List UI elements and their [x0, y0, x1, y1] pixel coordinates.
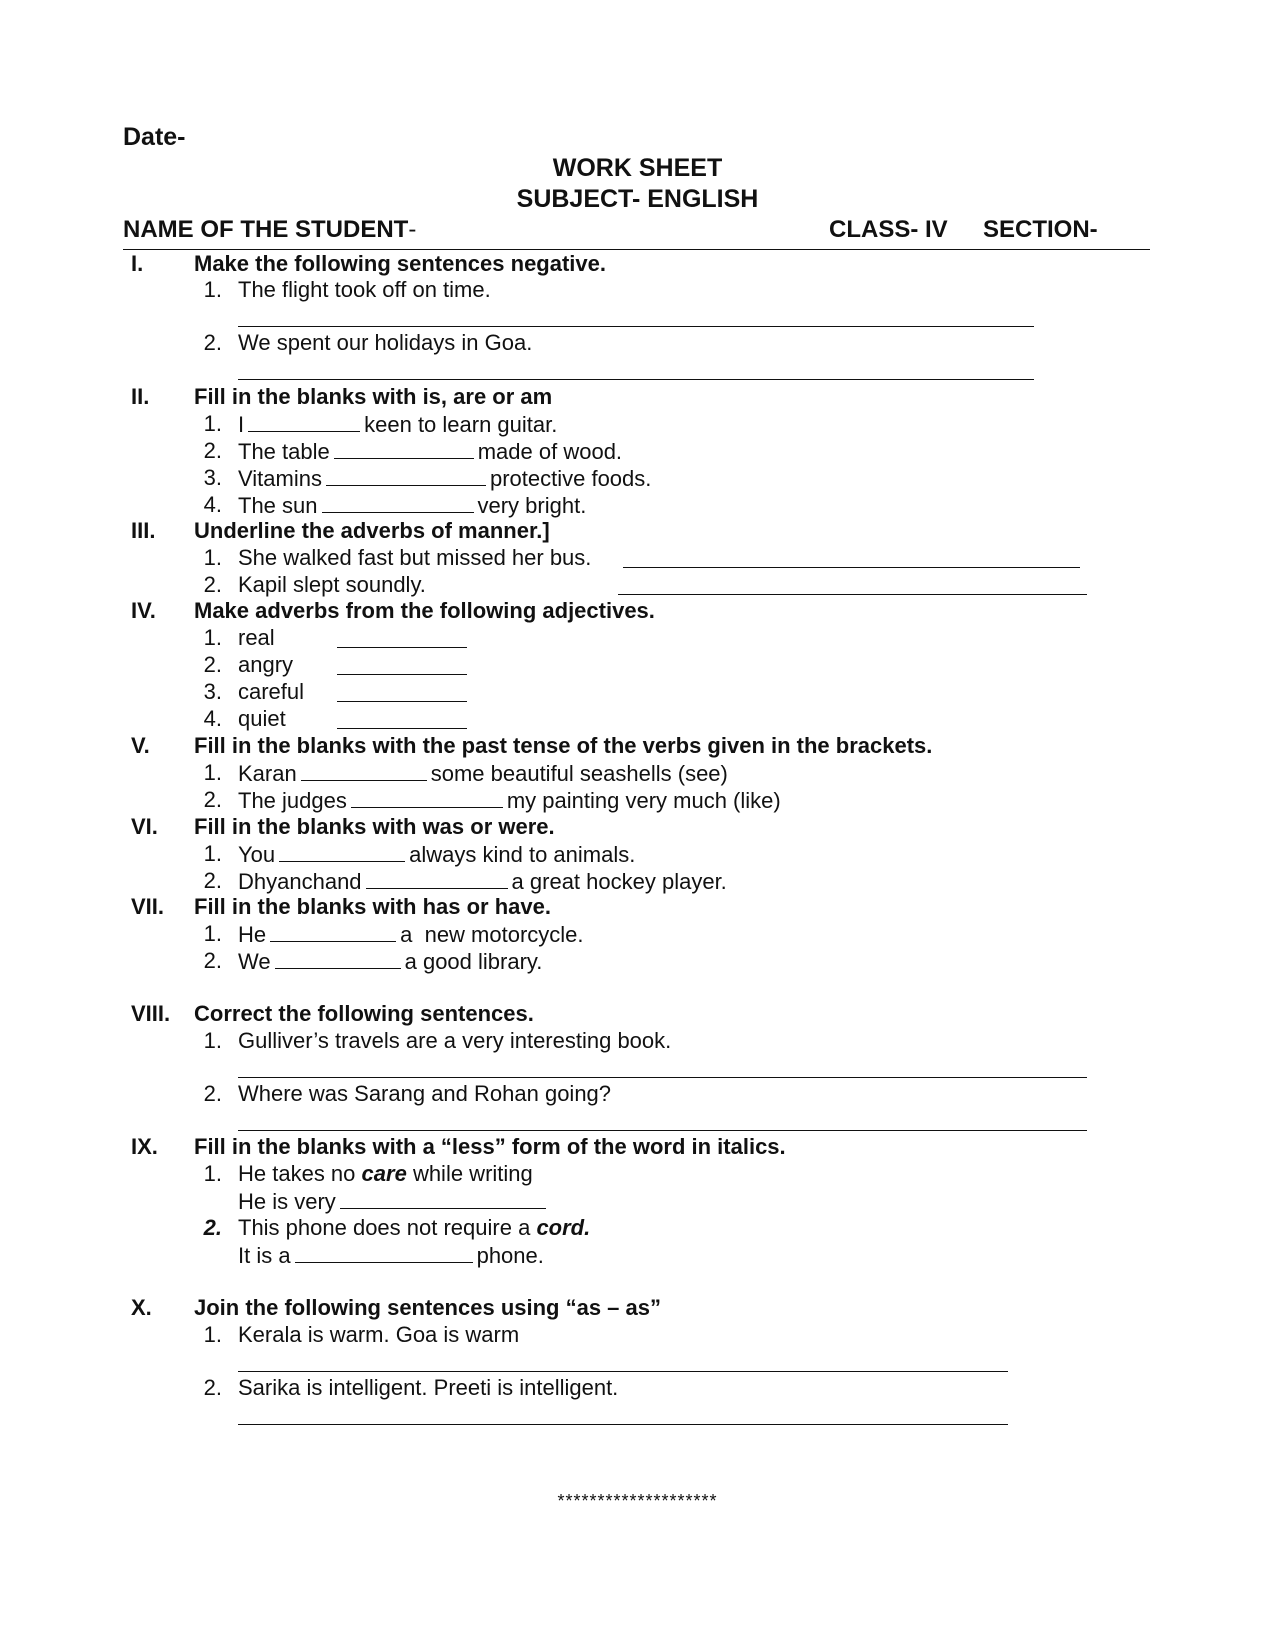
blank-field[interactable]	[351, 787, 503, 808]
italic-keyword: care	[361, 1161, 407, 1186]
student-name-field	[123, 215, 416, 245]
question-text: Vitamins protective foods.	[238, 466, 652, 491]
question-text: We spent our holidays in Goa.	[238, 330, 533, 355]
blank-field[interactable]	[366, 868, 508, 889]
answer-line[interactable]	[238, 1424, 1008, 1425]
question-text: She walked fast but missed her bus.	[238, 545, 592, 570]
class-label: CLASS- IV	[829, 216, 948, 243]
section-title: Fill in the blanks with has or have.	[194, 894, 551, 919]
question-text: He is very	[238, 1188, 550, 1215]
question-number: 2.	[203, 1215, 222, 1240]
section-title: Fill in the blanks with a “less” form of the word in italics.	[194, 1134, 786, 1159]
question-text: I keen to learn guitar.	[238, 412, 558, 437]
blank-field[interactable]	[275, 948, 401, 969]
question-number: 2.	[203, 1081, 222, 1106]
question-number: 2.	[203, 572, 222, 597]
question-text: Gulliver’s travels are a very interesting book.	[238, 1028, 672, 1053]
answer-line[interactable]	[238, 326, 1034, 327]
question-text: quiet	[238, 706, 286, 731]
question-text: The judges my painting very much (like)	[238, 788, 781, 813]
section-number: IX.	[131, 1134, 158, 1159]
question-text: Dhyanchand a great hockey player.	[238, 869, 727, 894]
section-title: Make the following sentences negative.	[194, 251, 606, 276]
question-text: angry	[238, 652, 294, 677]
blank-field[interactable]	[340, 1188, 546, 1209]
answer-line[interactable]	[238, 1077, 1087, 1078]
section-number: IV.	[131, 598, 156, 623]
question-number: 1.	[203, 921, 222, 946]
question-number: 1.	[203, 1161, 222, 1186]
section-number: III.	[131, 518, 156, 543]
section-title: Fill in the blanks with was or were.	[194, 814, 555, 839]
section-title: Fill in the blanks with the past tense of the verbs given in the brackets.	[194, 733, 933, 758]
question-text: It is a phone.	[238, 1243, 544, 1268]
question-number: 2.	[203, 948, 222, 973]
answer-line[interactable]	[337, 674, 467, 675]
question-number: 3.	[203, 679, 222, 704]
question-text: The flight took off on time.	[238, 277, 491, 302]
blank-field[interactable]	[334, 438, 474, 459]
answer-line[interactable]	[238, 379, 1034, 380]
question-text: The table made of wood.	[238, 439, 623, 464]
answer-line[interactable]	[623, 567, 1080, 568]
section-title: Make adverbs from the following adjectives.	[194, 598, 655, 623]
blank-field[interactable]	[295, 1242, 473, 1263]
question-number: 1.	[203, 411, 222, 436]
blank-field[interactable]	[322, 492, 474, 513]
student-name-label: NAME OF THE STUDENT	[123, 216, 409, 243]
blank-field[interactable]	[301, 760, 427, 781]
section-title: Fill in the blanks with is, are or am	[194, 384, 553, 409]
question-number: 1.	[203, 1028, 222, 1053]
question-text: Where was Sarang and Rohan going?	[238, 1081, 612, 1106]
question-number: 2.	[203, 1375, 222, 1400]
question-number: 1.	[203, 625, 222, 650]
answer-line[interactable]	[337, 647, 467, 648]
question-number: 1.	[203, 841, 222, 866]
worksheet-title: WORK SHEET	[552, 154, 723, 182]
section-number: VI.	[131, 814, 158, 839]
section-title: Join the following sentences using “as – as”	[194, 1295, 661, 1320]
question-number: 2.	[203, 868, 222, 893]
blank-field[interactable]	[326, 465, 486, 486]
question-number: 4.	[203, 492, 222, 517]
answer-line[interactable]	[618, 594, 1087, 595]
question-text: You always kind to animals.	[238, 842, 636, 867]
section-number: II.	[131, 384, 150, 409]
italic-keyword: cord.	[536, 1215, 591, 1240]
question-text: This phone does not require a cord.	[238, 1215, 591, 1240]
question-text: Sarika is intelligent. Preeti is intelligent.	[238, 1375, 619, 1400]
question-text: Kapil slept soundly.	[238, 572, 426, 597]
section-title: Underline the adverbs of manner.]	[194, 518, 550, 543]
blank-field[interactable]	[279, 841, 405, 862]
date-label: Date-	[123, 123, 186, 151]
blank-field[interactable]	[248, 411, 360, 432]
student-name-dash: -	[408, 216, 417, 243]
question-number: 2.	[203, 330, 222, 355]
question-number: 3.	[203, 465, 222, 490]
subject-title: SUBJECT- ENGLISH	[516, 185, 759, 213]
blank-field[interactable]	[270, 921, 396, 942]
answer-line[interactable]	[238, 1371, 1008, 1372]
question-number: 2.	[203, 652, 222, 677]
question-number: 2.	[203, 787, 222, 812]
question-number: 2.	[203, 438, 222, 463]
header-divider	[123, 249, 1150, 250]
footer-stars: ********************	[557, 1491, 718, 1511]
section-number: I.	[131, 251, 144, 276]
question-text: The sun very bright.	[238, 493, 587, 518]
section-number: V.	[131, 733, 150, 758]
question-text: Kerala is warm. Goa is warm	[238, 1322, 520, 1347]
section-title: Correct the following sentences.	[194, 1001, 534, 1026]
question-text: real	[238, 625, 275, 650]
question-number: 1.	[203, 760, 222, 785]
answer-line[interactable]	[337, 701, 467, 702]
question-number: 1.	[203, 545, 222, 570]
question-text: careful	[238, 679, 305, 704]
question-text: He a new motorcycle.	[238, 922, 584, 947]
answer-line[interactable]	[337, 728, 467, 729]
section-number: X.	[131, 1295, 152, 1320]
question-text: He takes no care while writing	[238, 1161, 533, 1186]
question-number: 1.	[203, 277, 222, 302]
question-number: 4.	[203, 706, 222, 731]
question-number: 1.	[203, 1322, 222, 1347]
section-number: VII.	[131, 894, 165, 919]
section-number: VIII.	[131, 1001, 171, 1026]
answer-line[interactable]	[238, 1130, 1087, 1131]
question-text: We a good library.	[238, 949, 543, 974]
section-label: SECTION-	[983, 216, 1098, 243]
question-text: Karan some beautiful seashells (see)	[238, 761, 728, 786]
